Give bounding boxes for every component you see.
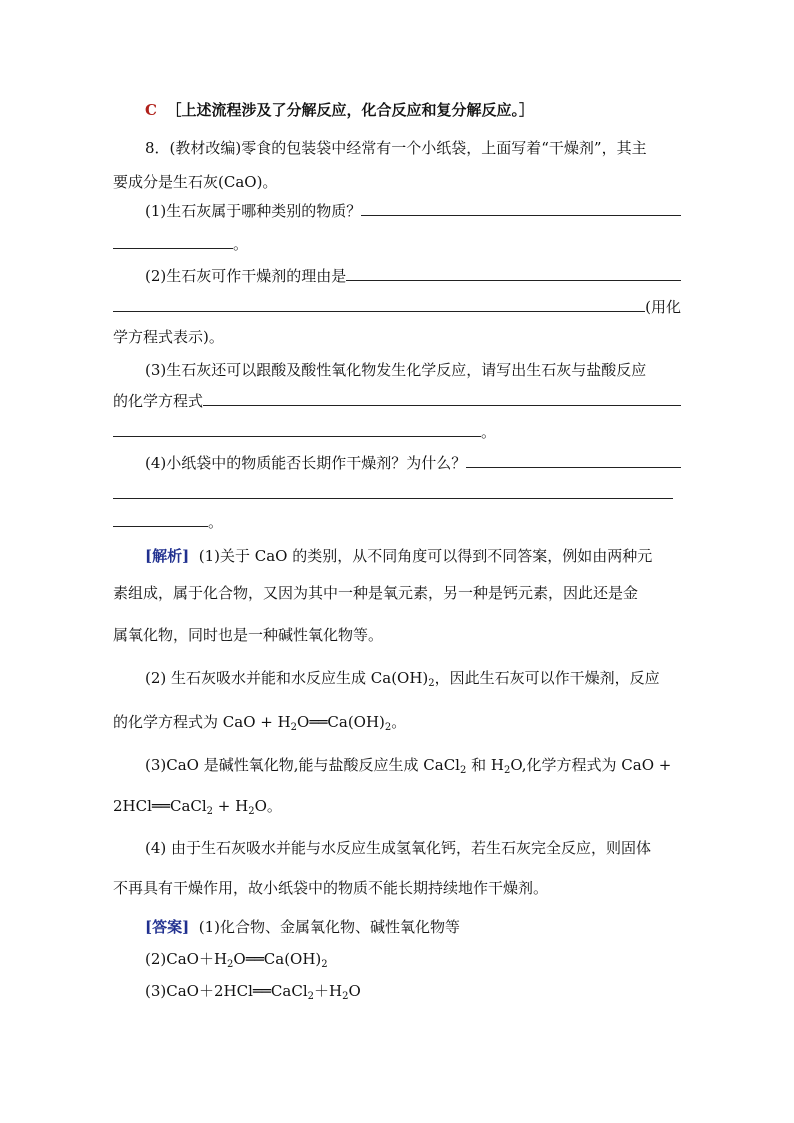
period: 。	[233, 235, 249, 253]
answer-a2	[145, 949, 681, 969]
text: O	[348, 982, 361, 1000]
text: 2HCl══CaCl	[113, 797, 207, 815]
question-3-cont	[113, 422, 681, 442]
subscript: 2	[342, 991, 349, 1002]
analysis-p4-line2: 不再具有干燥作用，故小纸袋中的物质不能长期持续地作干燥剂。	[113, 879, 549, 897]
question-4-text: (4)小纸袋中的物质能否长期作干燥剂？为什么？	[145, 454, 467, 472]
text: (3)CaO＋2HCl══CaCl	[145, 982, 308, 1000]
analysis-p3-line1	[145, 755, 681, 775]
analysis-text: (1)关于 CaO 的类别，从不同角度可以得到不同答案，例如由两种元	[198, 547, 653, 565]
subscript: 2	[459, 765, 467, 776]
text: 的化学方程式为 CaO + H	[113, 713, 291, 731]
question-4-cont2	[113, 512, 681, 532]
text: O══Ca(OH)	[233, 950, 322, 968]
question-2	[145, 266, 681, 286]
text: O══Ca(OH)	[297, 713, 385, 731]
prev-answer-explanation: ［上述流程涉及了分解反应，化合反应和复分解反应。］	[166, 101, 535, 119]
analysis-p1-line2: 素组成，属于化合物，又因为其中一种是氧元素，另一种是钙元素，因此还是金	[113, 584, 639, 602]
subscript: 2	[428, 678, 435, 689]
subscript: 2	[321, 959, 328, 970]
answer-blank	[346, 266, 681, 281]
answer-tag: [答案]	[145, 918, 190, 936]
subscript: 2	[248, 806, 255, 817]
text: O,化学方程式为 CaO +	[510, 756, 672, 774]
question-1-text: (1)生石灰属于哪种类别的物质？	[145, 202, 362, 220]
text: + H	[213, 797, 249, 815]
analysis-tag: [解析]	[145, 547, 190, 565]
period: 。	[208, 513, 224, 531]
answer-blank	[113, 234, 233, 249]
question-stem-line1: 8．(教材改编)零食的包装袋中经常有一个小纸袋，上面写着“干燥剂”，其主	[145, 139, 647, 157]
analysis-p2-line2	[113, 712, 681, 732]
answer-blank	[113, 484, 673, 499]
question-2-text: (2)生石灰可作干燥剂的理由是	[145, 267, 347, 285]
prev-answer-line	[145, 100, 681, 120]
text: ，因此生石灰可以作干燥剂，反应	[434, 669, 660, 687]
subscript: 2	[307, 991, 314, 1002]
question-1	[145, 201, 681, 221]
analysis-p4-line1: (4) 由于生石灰吸水并能与水反应生成氢氧化钙，若生石灰完全反应，则固体	[145, 839, 652, 857]
answer-a3	[145, 981, 681, 1001]
subscript: 2	[227, 959, 234, 970]
subscript: 2	[290, 722, 298, 733]
analysis-p2-line1	[145, 668, 681, 688]
question-stem-line2: 要成分是生石灰(CaO)。	[113, 173, 278, 191]
question-2-tail: (用化	[645, 298, 681, 316]
text: 和 H	[466, 756, 504, 774]
answer-blank	[113, 297, 645, 312]
subscript: 2	[384, 722, 392, 733]
text: 。	[391, 713, 407, 731]
prev-answer-letter: C	[145, 101, 157, 119]
question-1-cont	[113, 234, 681, 254]
question-3-line1: (3)生石灰还可以跟酸及酸性氧化物发生化学反应，请写出生石灰与盐酸反应	[145, 361, 647, 379]
question-4	[145, 453, 681, 473]
text: (2) 生石灰吸水并能和水反应生成 Ca(OH)	[145, 669, 429, 687]
answer-blank	[466, 453, 681, 468]
period: 。	[481, 423, 497, 441]
answer-a1	[145, 917, 681, 937]
analysis-p1-line1	[145, 546, 681, 566]
question-2-tail-line: 学方程式表示)。	[113, 328, 224, 346]
text: ＋H	[314, 982, 343, 1000]
subscript: 2	[206, 806, 214, 817]
question-3-text: 的化学方程式	[113, 392, 204, 410]
answer-blank	[113, 422, 481, 437]
analysis-p3-line2	[113, 796, 681, 816]
answer-blank	[361, 201, 681, 216]
answer-blank	[113, 512, 208, 527]
text: O。	[254, 797, 282, 815]
question-3-line2	[113, 391, 681, 411]
subscript: 2	[503, 765, 511, 776]
answer-text: (1)化合物、金属氧化物、碱性氧化物等	[198, 918, 460, 936]
question-4-cont	[113, 484, 681, 504]
question-2-cont	[113, 297, 681, 317]
text: (3)CaO 是碱性氧化物,能与盐酸反应生成 CaCl	[145, 756, 460, 774]
answer-blank	[203, 391, 681, 406]
analysis-p1-line3: 属氧化物，同时也是一种碱性氧化物等。	[113, 626, 384, 644]
text: (2)CaO＋H	[145, 950, 228, 968]
